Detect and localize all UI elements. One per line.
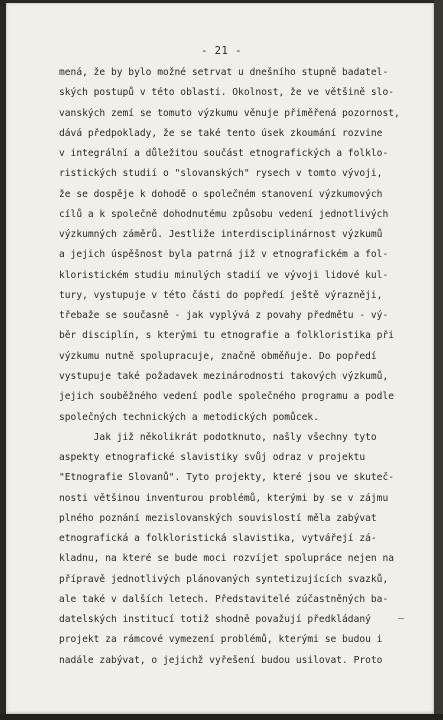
text-line: vystupuje také požadavek mezinárodnosti takových výzkumů, (59, 370, 389, 382)
text-line: v integrální a důležitou součást etnografických a folklo- (59, 148, 389, 160)
text-line: přípravě jednotlivých plánovaných syntetizujících svazků, (59, 573, 389, 585)
text-line: kloristickém studiu minulých stadií ve vývoji lidové kul- (59, 269, 389, 281)
text-line: ale také v dalších letech. Představitelé zúčastněných ba- (59, 593, 389, 605)
text-line: nadále zabývat, o jejichž vyřešení budou usilovat. Proto (59, 654, 383, 666)
text-line: jejich souběžného vedení podle společného programu a podle (59, 391, 395, 403)
page-edge-shadow (434, 0, 443, 720)
text-line: cílů a k společně dohodnutému způsobu vedení jednotlivých (59, 208, 389, 220)
text-line: Jak již několikrát podotknuto, našly všechny tyto (59, 431, 377, 443)
body-text (59, 63, 407, 671)
bottom-edge-shadow (0, 714, 443, 720)
text-line: nosti většinou inventurou problémů, kterými by se v zájmu (59, 492, 389, 504)
text-line: výzkumu nutně spolupracuje, značně obměňuje. Do popředí (59, 350, 377, 362)
text-line: ristických studií o "slovanských" rysech v tomto vývoji, (59, 168, 383, 180)
stray-ink-mark (398, 618, 404, 619)
text-line: dává předpoklady, že se také tento úsek zkoumání rozvine (59, 127, 383, 139)
text-line: tury, vystupuje v této části do popředí ještě výrazněji, (59, 289, 383, 301)
text-line: výzkumných záměrů. Jestliže interdisciplinárnost výzkumů (59, 229, 383, 241)
text-line: vanských zemí se tomuto výzkumu věnuje přiměřená pozornost, (59, 107, 400, 119)
text-line: kladnu, na které se bude moci rozvíjet spolupráce nejen na (59, 553, 395, 565)
text-line: mená, že by bylo možné setrvat u dnešního stupně badatel- (59, 67, 389, 78)
text-line: a jejich úspěšnost byla patrná již v etnografickém a fol- (59, 249, 389, 261)
text-line: plného poznání mezislovanských souvislostí měla zabývat (59, 512, 377, 524)
text-line: běr disciplín, s kterými tu etnografie a folkloristika při (59, 330, 395, 342)
text-line: ských postupů v této oblasti. Okolnost, že ve většině slo- (59, 87, 395, 99)
text-line: třebaže se současně - jak vyplývá z povahy předmětu - vý- (59, 310, 389, 322)
text-line: aspekty etnografické slavistiky svůj odraz v projektu (59, 452, 366, 464)
text-line: "Etnografie Slovanů". Tyto projekty, které jsou ve skuteč- (59, 472, 395, 484)
text-line: projekt za rámcové vymezení problémů, kterými se budou i (59, 634, 383, 646)
text-line: společných technických a metodických pomůcek. (59, 411, 319, 423)
text-line: že se dospěje k dohodě o společném stanovení výzkumových (59, 188, 383, 200)
text-line: datelských institucí totiž shodně považují předkládaný (59, 614, 371, 626)
text-line: etnografická a folkloristická slavistika, vytvářejí zá- (59, 533, 377, 545)
page-number: - 21 - (201, 45, 242, 57)
